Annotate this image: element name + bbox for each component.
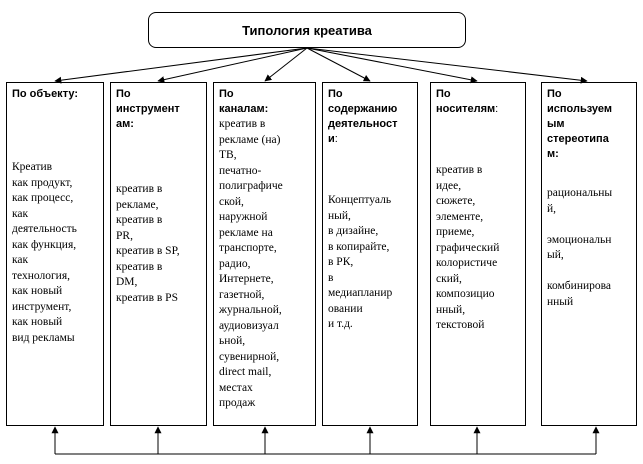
column-heading: По содержанию деятельност и:: [328, 88, 398, 145]
arrow-to-col-4: [307, 48, 370, 81]
column-heading: По носителям:: [436, 88, 499, 115]
column-by-channel: [213, 82, 316, 426]
column-body: креатив в идее, сюжете, элементе, приеме, графический колористиче ский, композицио нный, текстовой: [436, 164, 500, 331]
column-heading: По инструмент ам:: [116, 88, 180, 130]
column-body: Креатив как продукт, как процесс, как деятельность как функция, как технология, как новый инструмент, как новый вид рекламы: [12, 161, 77, 344]
column-body: креатив в рекламе, креатив в PR, креатив в SP, креатив в DM, креатив в PS: [116, 183, 180, 304]
top-arrows: [55, 48, 587, 81]
arrow-to-col-5: [307, 48, 477, 81]
column-heading: По каналам:: [219, 88, 269, 115]
column-body: креатив в рекламе (на) ТВ, печатно- полиграфиче ской, наружной рекламе на транспорте, радио, Интернете, газетной, журнальной, аудиовизуал ьной, сувенирной, direct mail, местах продаж: [219, 118, 283, 409]
column-by-stereotype: [541, 82, 637, 426]
column-body: рациональны й, эмоциональн ый, комбинирова нный: [547, 187, 613, 308]
diagram-title: [148, 12, 466, 48]
column-heading: По используем ым стереотипа м:: [547, 88, 612, 160]
column-by-activity-content: [322, 82, 418, 426]
column-by-carrier: [430, 82, 526, 426]
column-heading: По объекту:: [12, 88, 78, 100]
column-by-object: [6, 82, 104, 426]
column-by-instrument: [110, 82, 207, 426]
arrow-to-col-6: [307, 48, 587, 81]
column-body: Концептуаль ный, в дизайне, в копирайте, в РК, в медиапланир овании и т.д.: [328, 194, 393, 330]
diagram-title-text: Типология креатива: [242, 22, 372, 38]
bottom-arrows: [55, 427, 596, 454]
